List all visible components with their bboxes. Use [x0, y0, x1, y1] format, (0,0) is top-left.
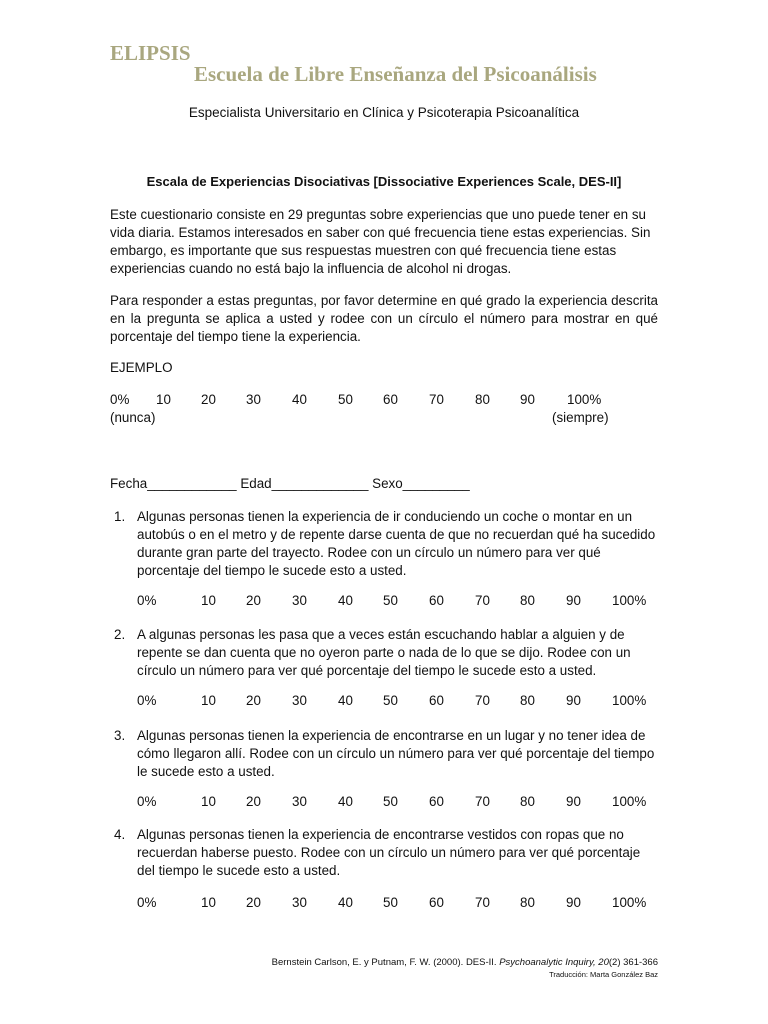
sex-field[interactable]: Sexo_________ — [372, 476, 470, 491]
scale-option[interactable]: 10 — [201, 794, 216, 809]
question-text: Algunas personas tienen la experiencia de encontrarse en un lugar y no tener idea de cómo llegaron allí. Rodee con un círculo un número para ver qué porcentaje del tiempo le sucede esto a usted. — [137, 728, 655, 779]
scale-option[interactable]: 90 — [566, 794, 581, 809]
scale-value: 60 — [383, 392, 398, 407]
scale-option[interactable]: 30 — [292, 794, 307, 809]
scale-option[interactable]: 60 — [429, 895, 444, 910]
scale-value: 20 — [201, 392, 216, 407]
question-text: A algunas personas les pasa que a veces están escuchando hablar a alguien y de repente se dan cuenta que no oyeron parte o nada de lo que se dijo. Rodee con un círculo un número para ver qué porcentaje del tiempo le sucede esto a usted. — [137, 627, 631, 678]
scale-value: 0% — [110, 392, 130, 407]
brand-name: ELIPSIS — [110, 41, 191, 65]
scale-value: 40 — [292, 392, 307, 407]
example-label: EJEMPLO — [110, 360, 173, 375]
scale-option[interactable]: 10 — [201, 593, 216, 608]
question-number: 2. — [114, 627, 126, 642]
instructions-paragraph: Para responder a estas preguntas, por favor determine en qué grado la experiencia descrita en la pregunta se aplica a usted y rodee con un círculo el número para mostrar en qué porcentaje del tiempo tiene la experiencia. — [110, 293, 658, 344]
scale-value: 80 — [475, 392, 490, 407]
intro-paragraph: Este cuestionario consiste en 29 preguntas sobre experiencias que uno puede tener en su vida diaria. Estamos interesados en saber con qué frecuencia tiene estas experiencias. Sin embargo, es importante que sus respuestas muestren con qué frecuencia tiene estas experiencias cuando no está bajo la influencia de alcohol ni drogas. — [110, 207, 651, 276]
scale-option[interactable]: 60 — [429, 693, 444, 708]
scale-option[interactable]: 20 — [246, 593, 261, 608]
scale-high-anchor: (siempre) — [552, 410, 609, 425]
answer-scale[interactable] — [0, 593, 768, 611]
document-title: Escala de Experiencias Disociativas [Dissociative Experiences Scale, DES-II] — [146, 174, 622, 189]
scale-option[interactable]: 0% — [137, 895, 157, 910]
question-number: 4. — [114, 827, 126, 842]
date-field[interactable]: Fecha____________ — [110, 476, 237, 491]
scale-option[interactable]: 50 — [383, 794, 398, 809]
question-item — [110, 508, 658, 580]
scale-option[interactable]: 80 — [520, 794, 535, 809]
scale-option[interactable]: 0% — [137, 693, 157, 708]
question-item — [110, 826, 658, 880]
scale-value: 30 — [246, 392, 261, 407]
scale-option[interactable]: 40 — [338, 593, 353, 608]
scale-option[interactable]: 90 — [566, 593, 581, 608]
scale-option[interactable]: 0% — [137, 593, 157, 608]
scale-option[interactable]: 50 — [383, 693, 398, 708]
answer-scale[interactable] — [0, 693, 768, 711]
scale-value: 50 — [338, 392, 353, 407]
question-text: Algunas personas tienen la experiencia de encontrarse vestidos con ropas que no recuerdan haberse puesto. Rodee con un círculo un número para ver qué porcentaje del tiempo le sucede esto a usted. — [137, 827, 641, 878]
scale-option[interactable]: 80 — [520, 593, 535, 608]
scale-option[interactable]: 40 — [338, 895, 353, 910]
question-item — [110, 727, 658, 781]
scale-option[interactable]: 70 — [475, 693, 490, 708]
respondent-form[interactable] — [110, 476, 470, 491]
scale-option[interactable]: 70 — [475, 895, 490, 910]
program-subtitle: Especialista Universitario en Clínica y Psicoterapia Psicoanalítica — [188, 105, 580, 120]
scale-option[interactable]: 70 — [475, 593, 490, 608]
scale-value: 90 — [520, 392, 535, 407]
scale-option[interactable]: 50 — [383, 895, 398, 910]
scale-option[interactable]: 100% — [612, 794, 647, 809]
scale-value: 70 — [429, 392, 444, 407]
scale-option[interactable]: 40 — [338, 693, 353, 708]
scale-value: 10 — [156, 392, 171, 407]
question-item — [110, 626, 658, 680]
scale-option[interactable]: 100% — [612, 593, 647, 608]
answer-scale[interactable] — [0, 794, 768, 812]
school-name: Escuela de Libre Enseñanza del Psicoanálisis — [194, 62, 597, 86]
scale-option[interactable]: 40 — [338, 794, 353, 809]
translation-credit: Traducción: Marta González Baz — [549, 970, 658, 979]
question-number: 1. — [114, 509, 126, 524]
scale-option[interactable]: 50 — [383, 593, 398, 608]
scale-option[interactable]: 60 — [429, 794, 444, 809]
scale-option[interactable]: 70 — [475, 794, 490, 809]
scale-option[interactable]: 20 — [246, 794, 261, 809]
scale-low-anchor: (nunca) — [110, 410, 156, 425]
scale-option[interactable]: 20 — [246, 693, 261, 708]
scale-option[interactable]: 80 — [520, 693, 535, 708]
scale-option[interactable]: 80 — [520, 895, 535, 910]
scale-option[interactable]: 100% — [612, 693, 647, 708]
question-number: 3. — [114, 728, 126, 743]
scale-option[interactable]: 90 — [566, 895, 581, 910]
scale-option[interactable]: 10 — [201, 895, 216, 910]
scale-option[interactable]: 30 — [292, 895, 307, 910]
citation-issue: (2) 361-366 — [608, 957, 658, 968]
citation-authors: Bernstein Carlson, E. y Putnam, F. W. (2000). DES-II. — [271, 957, 500, 968]
scale-value: 100% — [567, 392, 602, 407]
scale-option[interactable]: 20 — [246, 895, 261, 910]
scale-option[interactable]: 30 — [292, 593, 307, 608]
question-text: Algunas personas tienen la experiencia de ir conduciendo un coche o montar en un autobús o en el metro y de repente darse cuenta de que no recuerdan qué ha sucedido durante gran parte del trayecto. Rodee con un círculo un número para ver qué porcentaje del tiempo le sucede esto a usted. — [137, 509, 656, 578]
answer-scale[interactable] — [0, 895, 768, 913]
scale-option[interactable]: 10 — [201, 693, 216, 708]
scale-option[interactable]: 90 — [566, 693, 581, 708]
scale-option[interactable]: 0% — [137, 794, 157, 809]
example-scale — [0, 392, 768, 410]
citation — [272, 957, 658, 968]
scale-option[interactable]: 100% — [612, 895, 647, 910]
age-field[interactable]: Edad_____________ — [240, 476, 369, 491]
scale-option[interactable]: 30 — [292, 693, 307, 708]
citation-journal: Psychoanalytic Inquiry, 20 — [499, 957, 609, 968]
scale-option[interactable]: 60 — [429, 593, 444, 608]
